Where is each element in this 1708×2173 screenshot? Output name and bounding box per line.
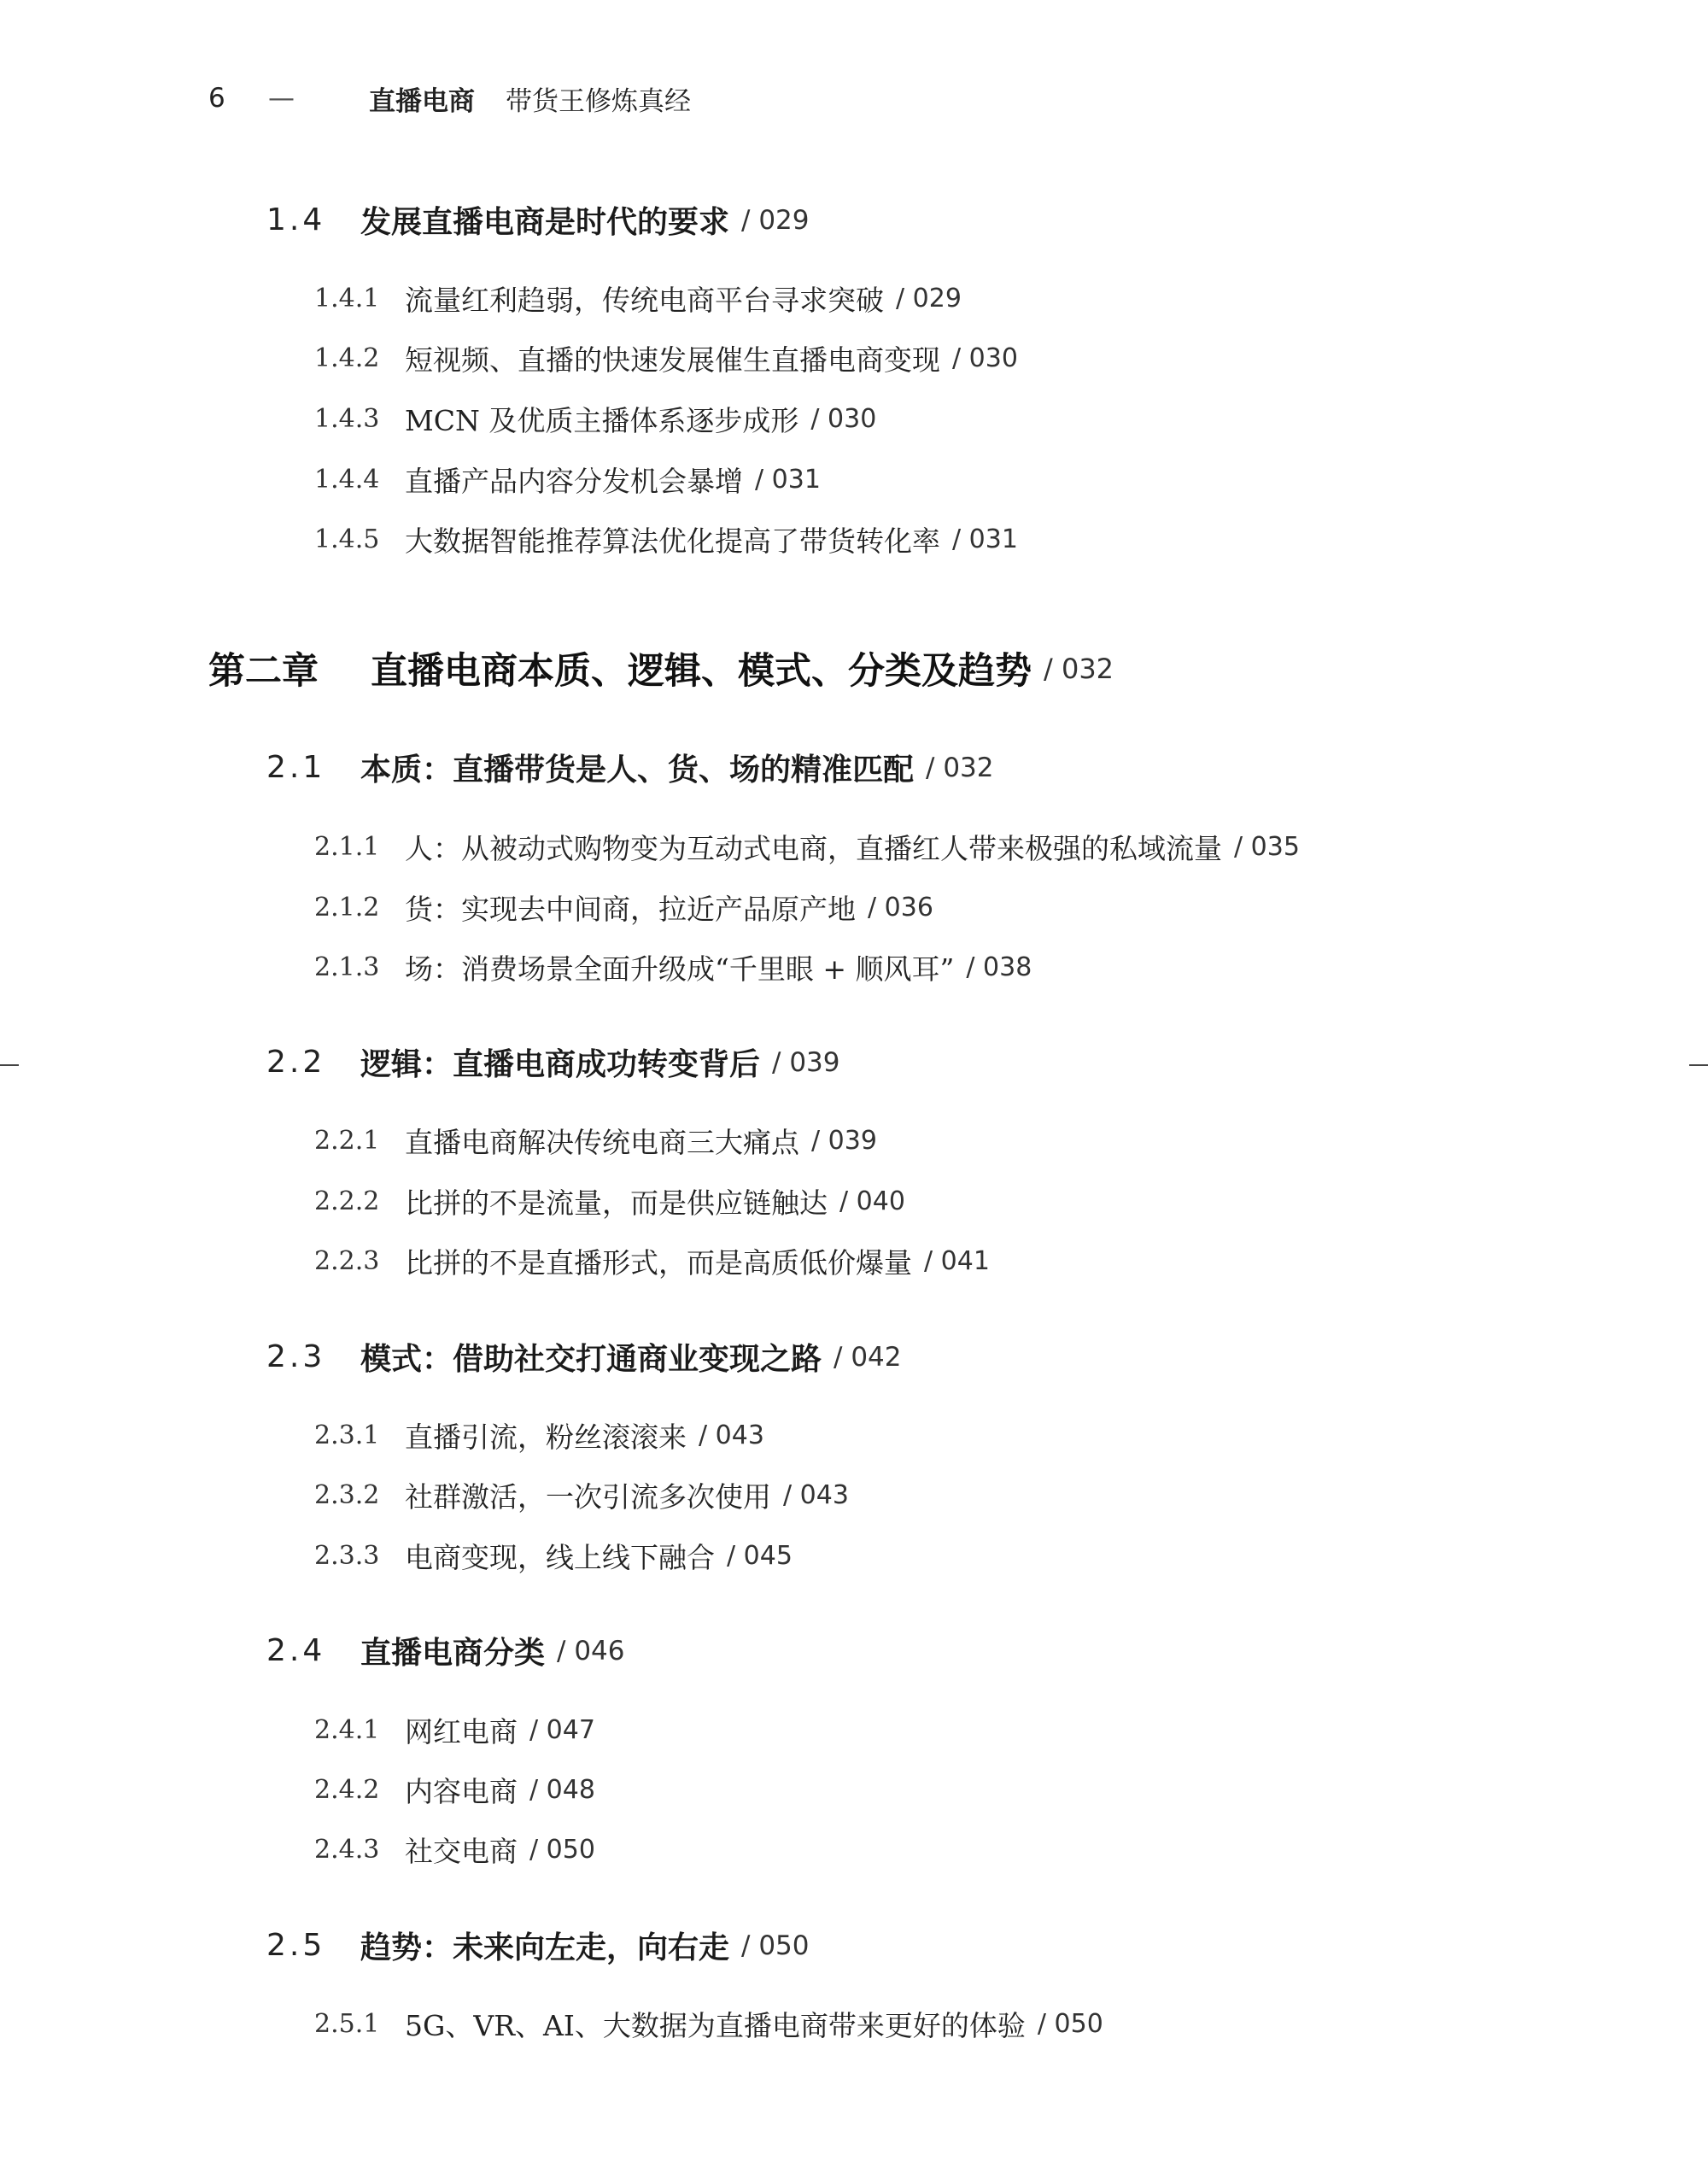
subsection-number: 2.1.1: [314, 832, 380, 862]
toc-subsection-2-5-1: [314, 2004, 1103, 2044]
page-ref: / 050: [741, 1930, 810, 1961]
page-ref: / 038: [966, 952, 1032, 982]
subsection-number: 2.2.2: [314, 1186, 380, 1216]
subsection-number: 1.4.3: [314, 404, 380, 434]
page-ref: / 045: [727, 1541, 793, 1571]
toc-subsection-2-4-2: [314, 1770, 595, 1810]
toc-section-2-5: [266, 1924, 809, 1967]
subsection-title: 内容电商: [405, 1775, 518, 1808]
section-number: 2.4: [266, 1633, 326, 1668]
page-ref: / 041: [924, 1246, 990, 1276]
page-ref: / 036: [868, 893, 933, 922]
toc-subsection-2-2-2: [314, 1181, 905, 1221]
running-head: [208, 79, 691, 118]
page-ref: / 031: [952, 524, 1018, 554]
page-ref: / 043: [783, 1480, 849, 1510]
toc-subsection-1-4-5: [314, 519, 1018, 559]
page-ref: / 029: [741, 204, 810, 236]
subsection-number: 2.3.1: [314, 1420, 380, 1450]
toc-chapter-2: [208, 642, 1114, 694]
section-title: 本质：直播带货是人、货、场的精准匹配: [360, 752, 915, 788]
page-ref: / 046: [557, 1635, 625, 1666]
section-number: 2.2: [266, 1045, 326, 1080]
toc-subsection-2-3-1: [314, 1415, 764, 1456]
section-title: 模式：借助社交打通商业变现之路: [360, 1341, 822, 1377]
header-dash: —: [268, 83, 295, 114]
subsection-number: 2.1.2: [314, 893, 380, 922]
subsection-number: 2.4.1: [314, 1715, 380, 1745]
page-ref: / 032: [926, 752, 994, 783]
crop-mark-right: [1689, 1064, 1708, 1066]
page-ref: / 032: [1044, 652, 1114, 685]
page-ref: / 042: [834, 1341, 902, 1373]
subsection-title: 流量红利趋弱，传统电商平台寻求突破: [405, 284, 884, 317]
toc-section-2-3: [266, 1335, 901, 1379]
subsection-title: 5G、VR、AI、大数据为直播电商带来更好的体验: [405, 2009, 1026, 2042]
page-ref: / 029: [896, 284, 962, 313]
subsection-number: 2.3.3: [314, 1541, 380, 1571]
subsection-number: 2.4.2: [314, 1775, 380, 1805]
subsection-title: 比拼的不是直播形式，而是高质低价爆量: [405, 1246, 912, 1280]
subsection-number: 2.2.1: [314, 1126, 380, 1156]
subsection-title: 电商变现，线上线下融合: [405, 1541, 715, 1574]
chapter-number: 第二章: [208, 650, 319, 693]
toc-subsection-2-2-1: [314, 1121, 877, 1161]
subsection-number: 2.2.3: [314, 1246, 380, 1276]
page-ref: / 050: [1037, 2009, 1103, 2039]
page-ref: / 050: [529, 1835, 595, 1865]
page-ref: / 048: [529, 1775, 595, 1805]
book-title: 直播电商: [369, 85, 475, 117]
toc-section-2-1: [266, 746, 993, 789]
subsection-title: 货：实现去中间商，拉近产品原产地: [405, 893, 856, 926]
subsection-title: 场：消费场景全面升级成“千里眼 + 顺风耳”: [405, 952, 955, 986]
toc-subsection-1-4-1: [314, 278, 962, 319]
section-title: 直播电商分类: [360, 1635, 546, 1671]
subsection-title: 社群激活，一次引流多次使用: [405, 1480, 771, 1514]
subsection-number: 2.1.3: [314, 952, 380, 982]
subsection-number: 2.3.2: [314, 1480, 380, 1510]
page-ref: / 030: [810, 404, 877, 434]
toc-subsection-2-3-3: [314, 1536, 793, 1576]
subsection-title: 网红电商: [405, 1715, 518, 1748]
subsection-title: 人：从被动式购物变为互动式电商，直播红人带来极强的私域流量: [405, 832, 1222, 865]
toc-section-2-4: [266, 1629, 624, 1672]
subsection-number: 2.4.3: [314, 1835, 380, 1865]
subsection-title: 直播引流，粉丝滚滚来: [405, 1420, 687, 1454]
toc-section-2-2: [266, 1040, 839, 1084]
toc-subsection-1-4-3: [314, 399, 876, 439]
toc-subsection-2-1-2: [314, 887, 933, 928]
section-number: 2.1: [266, 750, 326, 785]
section-number: 2.3: [266, 1339, 326, 1374]
toc-subsection-2-1-1: [314, 827, 1300, 867]
subsection-title: MCN 及优质主播体系逐步成形: [405, 404, 799, 437]
page-ref: / 035: [1234, 832, 1300, 862]
subsection-title: 大数据智能推荐算法优化提高了带货转化率: [405, 524, 940, 558]
toc-subsection-2-4-1: [314, 1710, 595, 1750]
page-ref: / 039: [811, 1126, 877, 1156]
toc-subsection-2-1-3: [314, 947, 1032, 987]
section-title: 趋势：未来向左走，向右走: [360, 1930, 730, 1965]
subsection-number: 1.4.1: [314, 284, 380, 313]
page-ref: / 039: [772, 1046, 840, 1078]
toc-section-1-4: [266, 198, 809, 242]
subsection-number: 1.4.4: [314, 465, 380, 495]
subsection-title: 比拼的不是流量，而是供应链触达: [405, 1186, 828, 1220]
toc-subsection-2-4-3: [314, 1830, 595, 1870]
section-number: 1.4: [266, 202, 326, 237]
page-ref: / 031: [755, 465, 821, 495]
subsection-number: 2.5.1: [314, 2009, 380, 2039]
page-ref: / 047: [529, 1715, 595, 1745]
section-number: 2.5: [266, 1928, 326, 1963]
page-ref: / 030: [952, 343, 1018, 373]
page-number: 6: [208, 83, 225, 114]
subsection-title: 直播电商解决传统电商三大痛点: [405, 1126, 799, 1159]
toc-subsection-1-4-4: [314, 460, 821, 500]
page-ref: / 040: [839, 1186, 905, 1216]
chapter-title: 直播电商本质、逻辑、模式、分类及趋势: [371, 650, 1032, 693]
crop-mark-left: [0, 1064, 19, 1066]
section-title: 发展直播电商是时代的要求: [360, 204, 730, 240]
section-title: 逻辑：直播电商成功转变背后: [360, 1046, 761, 1082]
subsection-number: 1.4.5: [314, 524, 380, 554]
toc-subsection-2-3-2: [314, 1475, 849, 1515]
subsection-number: 1.4.2: [314, 343, 380, 373]
subsection-title: 社交电商: [405, 1835, 518, 1868]
subsection-title: 直播产品内容分发机会暴增: [405, 465, 743, 498]
toc-subsection-1-4-2: [314, 338, 1018, 378]
book-subtitle: 带货王修炼真经: [506, 85, 691, 117]
toc-subsection-2-2-3: [314, 1241, 990, 1281]
subsection-title: 短视频、直播的快速发展催生直播电商变现: [405, 343, 940, 377]
page-ref: / 043: [699, 1420, 764, 1450]
